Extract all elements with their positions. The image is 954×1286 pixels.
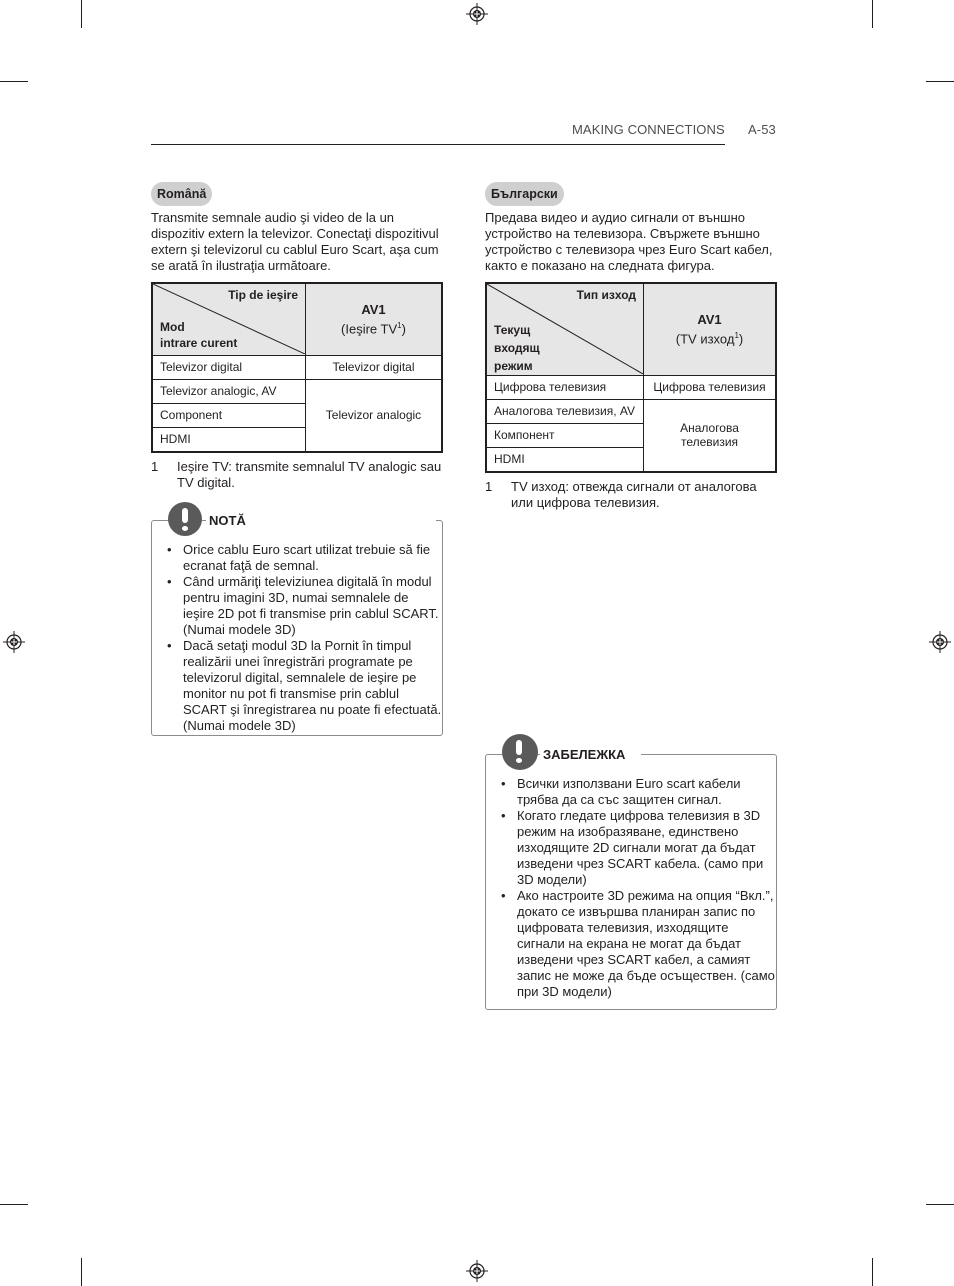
input-mode-label: Mod (160, 320, 185, 334)
note-title: NOTĂ (206, 513, 436, 528)
connection-table (151, 282, 443, 453)
header-rule (151, 144, 725, 145)
language-label: Română (151, 182, 212, 206)
table-cell-mode: Televizor analogic, AV (152, 379, 306, 403)
registration-crosshair-icon (466, 3, 488, 25)
av1-title: AV1 (361, 301, 386, 317)
input-mode-label: режим (494, 359, 533, 373)
av1-header (306, 283, 443, 355)
footnote-number: 1 (485, 478, 493, 494)
output-type-label: Тип изход (576, 288, 636, 302)
table-cell-mode: HDMI (486, 447, 644, 472)
exclamation-icon (502, 734, 538, 770)
page-number: A-53 (748, 122, 776, 137)
note-item: • Dacă setaţi modul 3D la Pornit în timpul realizării unei înregistrări programate pe televizorul digital, semnalele de ieşire pe monitor nu pot fi transmise prin cablul SCART şi înregistrarea nu poate fi efectuată. (Numai modele 3D) (152, 638, 442, 734)
registration-crosshair-icon (3, 631, 25, 653)
table-cell-output: Цифрова телевизия (644, 375, 777, 399)
table-cell-mode: Аналогова телевизия, AV (486, 399, 644, 423)
language-label: Български (485, 182, 564, 206)
input-mode-label: входящ (494, 341, 540, 355)
output-type-label: Tip de ieşire (228, 288, 298, 302)
section-title: MAKING CONNECTIONS (572, 122, 725, 137)
crop-mark (872, 0, 873, 28)
table-cell-mode: HDMI (152, 427, 306, 452)
romanian-column (151, 182, 443, 491)
table-cell-output: Televizor analogic (306, 379, 443, 452)
footnote (485, 479, 777, 511)
exclamation-icon (168, 502, 202, 536)
footnote-number: 1 (151, 458, 159, 474)
table-cell-mode: Component (152, 403, 306, 427)
note-list (486, 776, 776, 1000)
note-list (152, 542, 442, 734)
input-mode-label: Текущ (494, 323, 531, 337)
registration-crosshair-icon (466, 1260, 488, 1282)
table-cell-output: Televizor digital (306, 355, 443, 379)
av1-subtitle: (Ieşire $TV^1$) (341, 320, 406, 336)
note-item: • Când urmăriţi televiziunea digitală în modul pentru imagini 3D, numai semnalele de ieşire 2D pot fi transmise prin cablul SCART. (Numai modele 3D) (152, 574, 442, 638)
note-box (485, 747, 777, 1010)
note-item: • Ако настроите 3D режима на опция “Вкл.”, докато се извършва планиран запис по цифровата телевизия, изходящите сигнали на екрана не могат да бъдат изведени чрез SCART кабел, а самият запис не може да бъде осъществен. (само при 3D модели) (486, 888, 776, 1000)
note-item: • Orice cablu Euro scart utilizat trebuie să fie ecranat faţă de semnal. (152, 542, 442, 574)
footnote (151, 459, 443, 491)
footnote-text: TV изход: отвежда сигнали от аналогова или цифрова телевизия. (511, 478, 757, 510)
crop-mark (872, 1258, 873, 1286)
bulgarian-column (485, 182, 777, 511)
note-item: • Всички използвани Euro scart кабели трябва да са със защитен сигнал. (486, 776, 776, 808)
input-mode-label: intrare curent (160, 336, 238, 350)
crop-mark (81, 0, 82, 28)
note-title: ЗАБЕЛЕЖКА (540, 747, 641, 762)
footnote-text: Ieşire TV: transmite semnalul TV analogic sau TV digital. (177, 458, 442, 490)
crop-mark (926, 81, 954, 82)
crop-mark (0, 81, 28, 82)
note-item: • Когато гледате цифрова телевизия в 3D режим на изобразяване, единствено изходящите 2D сигнали могат да бъдат изведени чрез SCART кабела. (само при 3D модели) (486, 808, 776, 888)
av1-subtitle: (TV изход$^1$) (675, 330, 744, 346)
connection-table (485, 282, 777, 473)
table-cell-mode: Компонент (486, 423, 644, 447)
intro-paragraph: Предава видео и аудио сигнали от външно устройство на телевизора. Свържете външно устройство с телевизора чрез Euro Scart кабел, както е показано на следната фигура. (485, 210, 773, 273)
table-cell-output: Аналогова телевизия (644, 399, 777, 472)
table-corner-header (486, 283, 644, 375)
intro-paragraph: Transmite semnale audio şi video de la un dispozitiv extern la televizor. Conectaţi dispozitivul extern şi televizorul cu cablul Euro Scart, aşa cum se arată în ilustraţia următoare. (151, 210, 439, 273)
crop-mark (926, 1204, 954, 1205)
crop-mark (0, 1204, 28, 1205)
av1-title: AV1 (697, 311, 722, 327)
table-cell-mode: Цифрова телевизия (486, 375, 644, 399)
table-cell-mode: Televizor digital (152, 355, 306, 379)
av1-header (644, 283, 777, 375)
crop-mark (81, 1258, 82, 1286)
table-corner-header (152, 283, 306, 355)
note-box (151, 513, 443, 736)
registration-crosshair-icon (929, 631, 951, 653)
